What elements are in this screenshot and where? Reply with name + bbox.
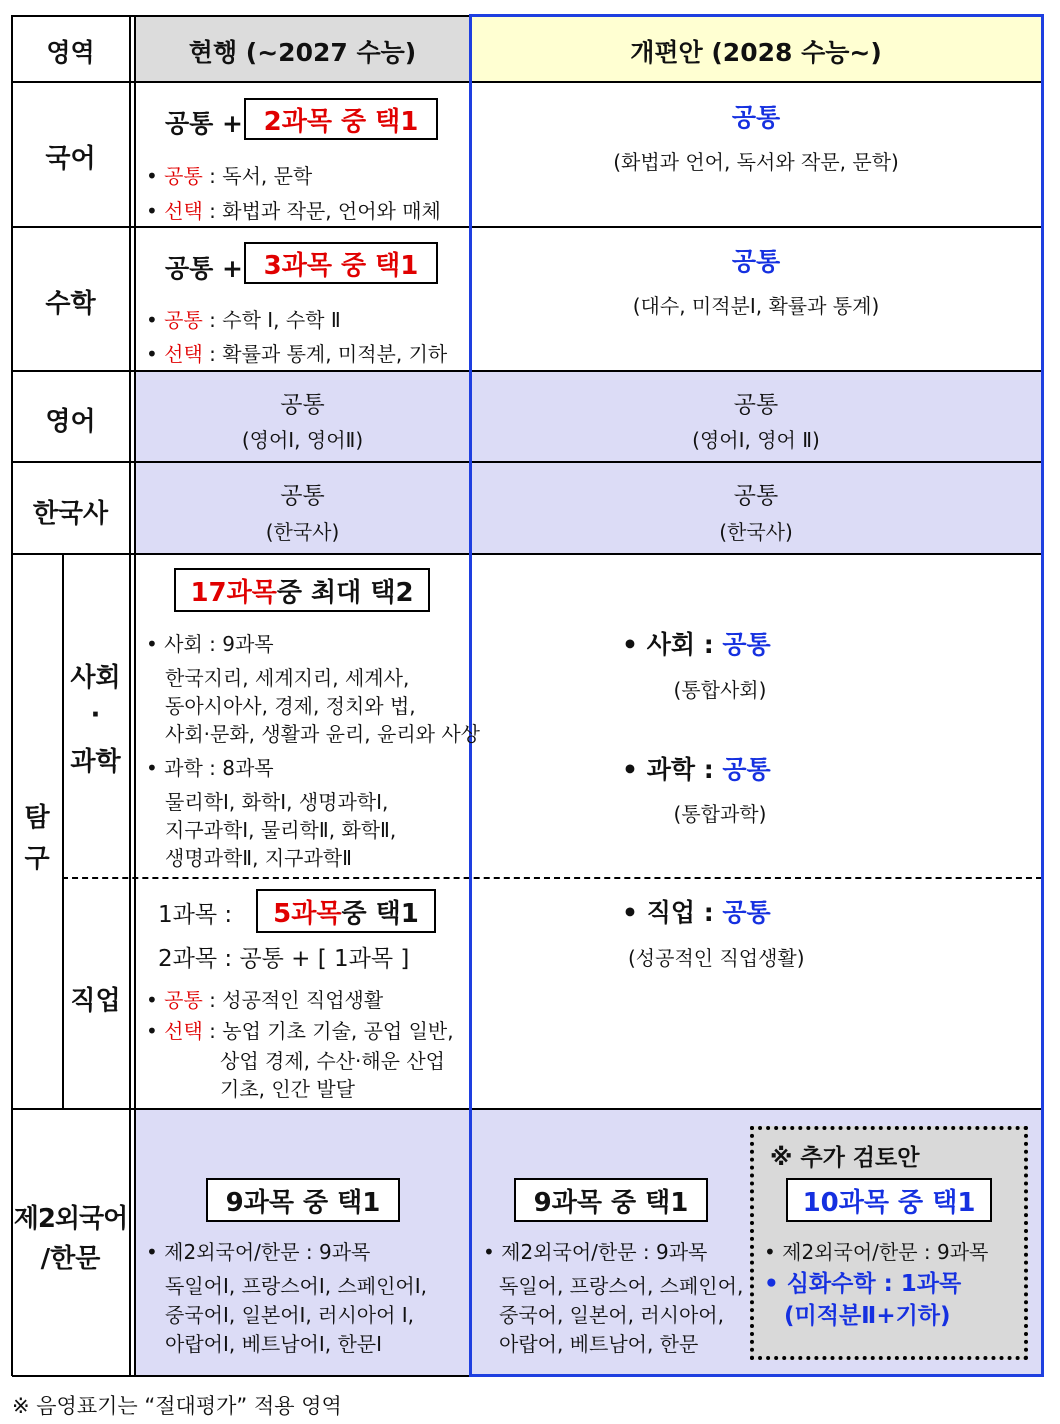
second-lang-current-choice-box: 9과목 중 택1	[206, 1178, 400, 1222]
row-label-korean-history: 한국사	[32, 499, 109, 529]
voc-current-select-line3: 기초, 인간 발달	[220, 1077, 355, 1101]
math-current-choice-box: 3과목 중 택1	[244, 242, 438, 284]
math-current-prefix: 공통 +	[165, 254, 243, 283]
sci-current-line2: 지구과학Ⅰ, 물리학Ⅱ, 화학Ⅱ,	[165, 818, 397, 842]
soc-current-head: • 사회 : 9과목	[146, 628, 274, 657]
socsci-current-choice-box: 17과목 중 최대 택2	[174, 568, 430, 612]
second-lang-current-line2: 중국어Ⅰ, 일본어Ⅰ, 러시아어 Ⅰ,	[165, 1303, 415, 1327]
sci-current-head: • 과학 : 8과목	[146, 752, 274, 781]
row-label-science: 과학	[70, 747, 121, 777]
voc-reform-subjects: (성공적인 직업생활)	[628, 946, 805, 970]
history-reform-subjects: (한국사)	[719, 520, 793, 544]
voc-current-choice-box: 5과목 중 택1	[256, 889, 436, 933]
soc-current-line2: 동아시아사, 경제, 정치와 법,	[165, 694, 416, 718]
english-current-title: 공통	[280, 392, 325, 418]
soc-current-line1: 한국지리, 세계지리, 세계사,	[165, 666, 410, 690]
soc-current-line3: 사회·문화, 생활과 윤리, 윤리와 사상	[165, 722, 480, 746]
voc-current-2: 2과목 : 공통 + [ 1과목 ]	[158, 946, 410, 972]
row-label-second-lang-b: /한문	[40, 1244, 101, 1274]
history-reform-title: 공통	[733, 483, 779, 509]
english-reform-subjects: (영어Ⅰ, 영어 Ⅱ)	[692, 428, 820, 452]
math-current-select: • 선택 : 확률과 통계, 미적분, 기하	[146, 342, 448, 366]
second-lang-reform-line3: 아랍어, 베트남어, 한문	[499, 1332, 699, 1356]
soc-reform-subjects: (통합사회)	[673, 678, 767, 702]
math-reform-title: 공통	[731, 247, 781, 276]
second-lang-current-line3: 아랍어Ⅰ, 베트남어Ⅰ, 한문Ⅰ	[165, 1332, 383, 1356]
extra-review-title: ※ 추가 검토안	[770, 1145, 920, 1171]
math-reform-subjects: (대수, 미적분Ⅰ, 확률과 통계)	[632, 294, 880, 318]
row-label-inquiry-a: 탐	[24, 803, 50, 833]
english-current-subjects: (영어Ⅰ, 영어Ⅱ)	[241, 428, 364, 452]
extra-review-advanced-math: • 심화수학 : 1과목	[764, 1271, 962, 1297]
second-lang-reform-line2: 중국어, 일본어, 러시아어,	[499, 1303, 724, 1327]
voc-current-select: • 선택 : 농업 기초 기술, 공업 일반,	[146, 1019, 454, 1043]
sci-current-line1: 물리학Ⅰ, 화학Ⅰ, 생명과학Ⅰ,	[165, 790, 389, 814]
history-current-subjects: (한국사)	[265, 520, 340, 544]
footnote: ※ 음영표기는 “절대평가” 적용 영역	[12, 1394, 342, 1418]
korean-reform-title: 공통	[731, 103, 781, 132]
row-label-second-lang-a: 제2외국어	[13, 1204, 128, 1234]
header-current: 현행 (~2027 수능)	[188, 38, 417, 67]
voc-current-1-prefix: 1과목 :	[158, 902, 233, 928]
korean-current-choice-box: 2과목 중 택1	[244, 98, 438, 140]
row-label-english: 영어	[45, 407, 96, 437]
row-label-inquiry-b: 구	[24, 844, 50, 874]
soc-reform-line: • 사회 : 공통	[622, 630, 771, 659]
korean-current-common: • 공통 : 독서, 문학	[146, 164, 313, 188]
second-lang-reform-head: • 제2외국어/한문 : 9과목	[483, 1236, 707, 1265]
row-label-korean: 국어	[45, 144, 96, 174]
second-lang-reform-line1: 독일어, 프랑스어, 스페인어,	[499, 1274, 744, 1298]
voc-current-select-line2: 상업 경제, 수산·해운 산업	[220, 1049, 445, 1073]
extra-review-choice-box: 10과목 중 택1	[786, 1178, 992, 1222]
sci-reform-line: • 과학 : 공통	[622, 755, 771, 784]
row-label-social: 사회	[70, 663, 121, 693]
english-reform-title: 공통	[733, 392, 779, 418]
korean-current-select: • 선택 : 화법과 작문, 언어와 매체	[146, 199, 441, 223]
math-current-common: • 공통 : 수학 Ⅰ, 수학 Ⅱ	[146, 308, 341, 332]
header-area: 영역	[46, 38, 95, 67]
row-label-math: 수학	[45, 289, 96, 319]
sci-current-line3: 생명과학Ⅱ, 지구과학Ⅱ	[165, 846, 352, 870]
korean-reform-subjects: (화법과 언어, 독서와 작문, 문학)	[613, 150, 899, 174]
voc-current-common: • 공통 : 성공적인 직업생활	[146, 988, 384, 1012]
voc-reform-line: • 직업 : 공통	[622, 898, 771, 927]
second-lang-current-head: • 제2외국어/한문 : 9과목	[146, 1236, 370, 1265]
second-lang-reform-choice-box: 9과목 중 택1	[514, 1178, 708, 1222]
korean-current-prefix: 공통 +	[165, 109, 243, 138]
second-lang-current-line1: 독일어Ⅰ, 프랑스어Ⅰ, 스페인어Ⅰ,	[165, 1274, 428, 1298]
header-reform: 개편안 (2028 수능~)	[630, 38, 882, 67]
extra-review-advanced-math-sub: (미적분Ⅱ+기하)	[784, 1303, 951, 1329]
history-current-title: 공통	[280, 483, 325, 509]
sci-reform-subjects: (통합과학)	[673, 802, 767, 826]
row-label-vocational: 직업	[70, 986, 121, 1016]
row-label-dot: ·	[90, 700, 101, 730]
extra-review-head: • 제2외국어/한문 : 9과목	[764, 1236, 988, 1265]
